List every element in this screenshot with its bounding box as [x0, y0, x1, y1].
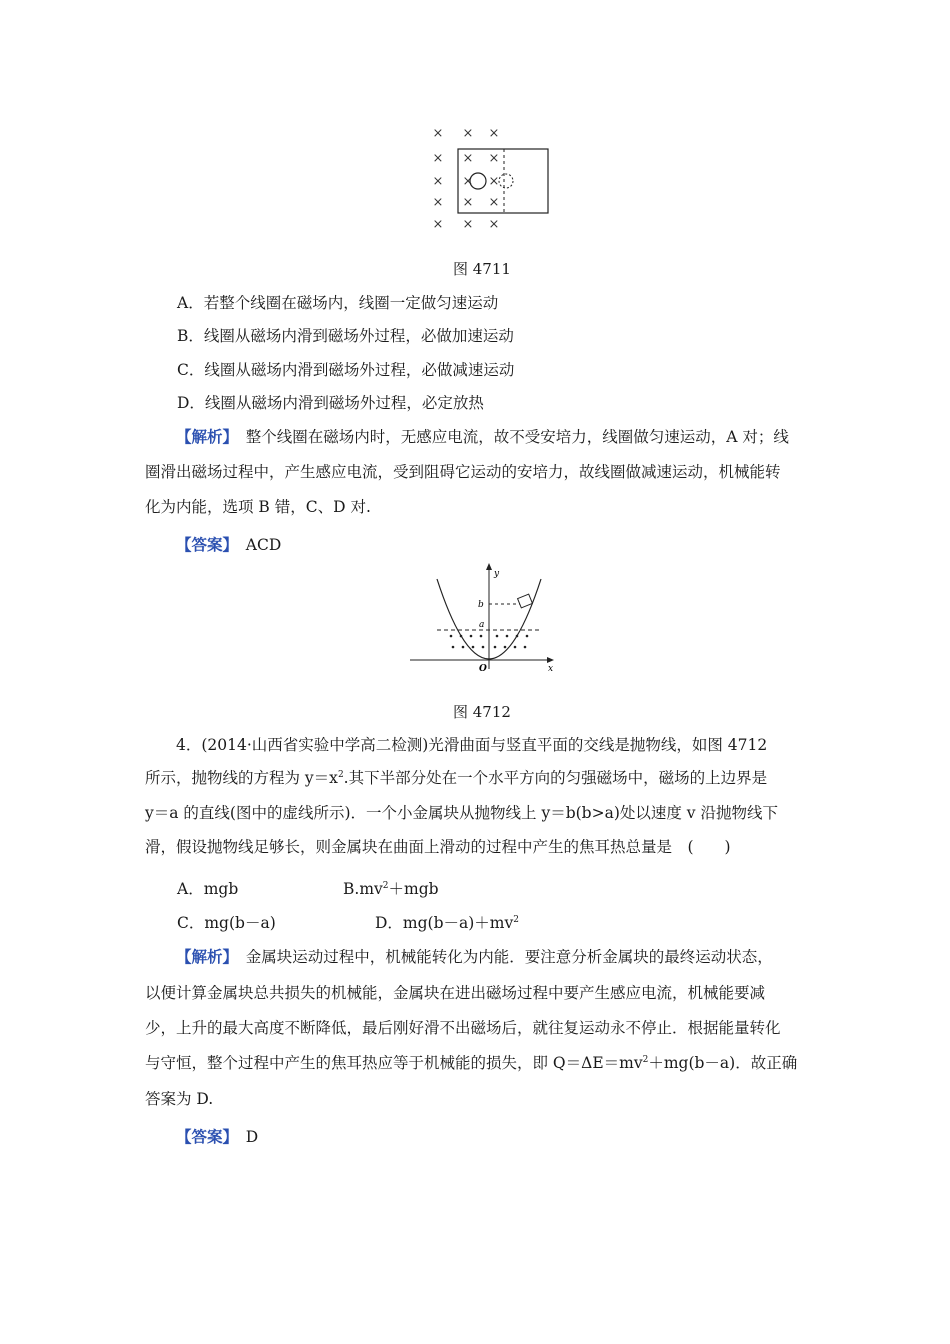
label-a: a: [479, 620, 485, 630]
q3-answer-line: [176, 535, 281, 555]
figure-4712-caption: 图 4712: [453, 703, 511, 721]
svg-text:×: ×: [462, 195, 474, 210]
figure-4712: [405, 563, 555, 673]
q4-analysis-line-3: 少，上升的最大高度不断降低，最后刚好滑不出磁场后，就往复运动永不停止．根据能量转化: [145, 1019, 781, 1037]
parabola-diagram: [405, 563, 555, 673]
q3-analysis-label: 【解析】: [176, 427, 231, 446]
q4-analysis-line-4: 与守恒，整个过程中产生的焦耳热应等于机械能的损失，即 $Q=\Delta E=mv^2+mg(b-a)$．故正确: [145, 1054, 798, 1072]
q4-option-a: A．mgb: [177, 880, 239, 898]
q3-option-d: D．线圈从磁场内滑到磁场外过程，必定放热: [177, 394, 484, 412]
magnetic-field-diagram: [420, 118, 560, 236]
svg-text:×: ×: [432, 174, 444, 189]
figure-4711-caption: 图 4711: [453, 260, 511, 278]
q3-option-a: A．若整个线圈在磁场内，线圈一定做匀速运动: [177, 294, 499, 312]
svg-text:×: ×: [462, 151, 474, 166]
label-x: x: [548, 664, 554, 673]
svg-text:×: ×: [432, 195, 444, 210]
svg-text:×: ×: [432, 217, 444, 232]
field-crosses: [433, 126, 500, 232]
q4-answer-line: [176, 1127, 258, 1147]
q4-analysis-line-1: 【解析】 金属块运动过程中，机械能转化为内能．要注意分析金属块的最终运动状态，: [176, 947, 773, 966]
q3-answer-value: ACD: [245, 536, 282, 554]
q4-stem-line-1: 4．(2014·山西省实验中学高二检测)光滑曲面与竖直平面的交线是抛物线，如图 4712: [176, 736, 768, 754]
q4-option-c: C．mg(b－a): [177, 914, 276, 932]
q4-answer-value: D: [245, 1128, 259, 1146]
svg-text:×: ×: [462, 126, 474, 141]
coil-dashed-circle: [499, 174, 513, 188]
svg-text:×: ×: [462, 217, 474, 232]
x-axis-arrow-icon: [547, 657, 554, 663]
q4-analysis-line-5: 答案为 D.: [145, 1090, 214, 1108]
q3-option-c: C．线圈从磁场内滑到磁场外过程，必做减速运动: [177, 361, 515, 379]
svg-text:×: ×: [462, 174, 474, 189]
q4-answer-label: 【答案】: [176, 1127, 231, 1146]
label-o: O: [479, 664, 487, 673]
q4-stem-line-4: 滑，假设抛物线足够长，则金属块在曲面上滑动的过程中产生的焦耳热总量是 ( ): [145, 838, 731, 856]
svg-text:×: ×: [488, 126, 500, 141]
svg-text:×: ×: [488, 174, 500, 189]
y-axis-arrow-icon: [486, 563, 492, 570]
q3-option-b: B．线圈从磁场内滑到磁场外过程，必做加速运动: [177, 327, 514, 345]
q4-stem-line-2: 所示，抛物线的方程为 $y=x^2$.其下半部分处在一个水平方向的匀强磁场中，磁场的上边界是: [145, 769, 768, 787]
q4-analysis-label: 【解析】: [176, 947, 231, 966]
q4-option-b: $B.mv^2+mgb$: [343, 880, 439, 898]
q3-analysis-line-1: [176, 427, 789, 447]
figure-4711: [420, 118, 560, 236]
metal-block: [518, 594, 533, 608]
q4-option-d: D．$mg(b-a)+mv^2$: [375, 914, 519, 932]
svg-text:×: ×: [432, 151, 444, 166]
q3-analysis-line-2: 圈滑出磁场过程中，产生感应电流，受到阻碍它运动的安培力，故线圈做减速运动，机械能转: [145, 463, 781, 481]
label-b: b: [478, 600, 484, 610]
q4-analysis-line-2: 以便计算金属块总共损失的机械能，金属块在进出磁场过程中要产生感应电流，机械能要减: [145, 984, 766, 1002]
q3-analysis-text-1: 整个线圈在磁场内时，无感应电流，故不受安培力，线圈做匀速运动，A 对；线: [245, 428, 789, 446]
svg-text:×: ×: [488, 195, 500, 210]
label-y: y: [494, 569, 500, 579]
svg-text:×: ×: [432, 126, 444, 141]
svg-text:×: ×: [488, 151, 500, 166]
q3-answer-label: 【答案】: [176, 535, 231, 554]
svg-text:×: ×: [488, 217, 500, 232]
q3-analysis-line-3: 化为内能，选项 B 错，C、D 对.: [145, 498, 371, 516]
q4-stem-line-3: y＝a 的直线(图中的虚线所示)．一个小金属块从抛物线上 y＝b(b>a)处以速度 v 沿抛物线下: [145, 804, 778, 822]
